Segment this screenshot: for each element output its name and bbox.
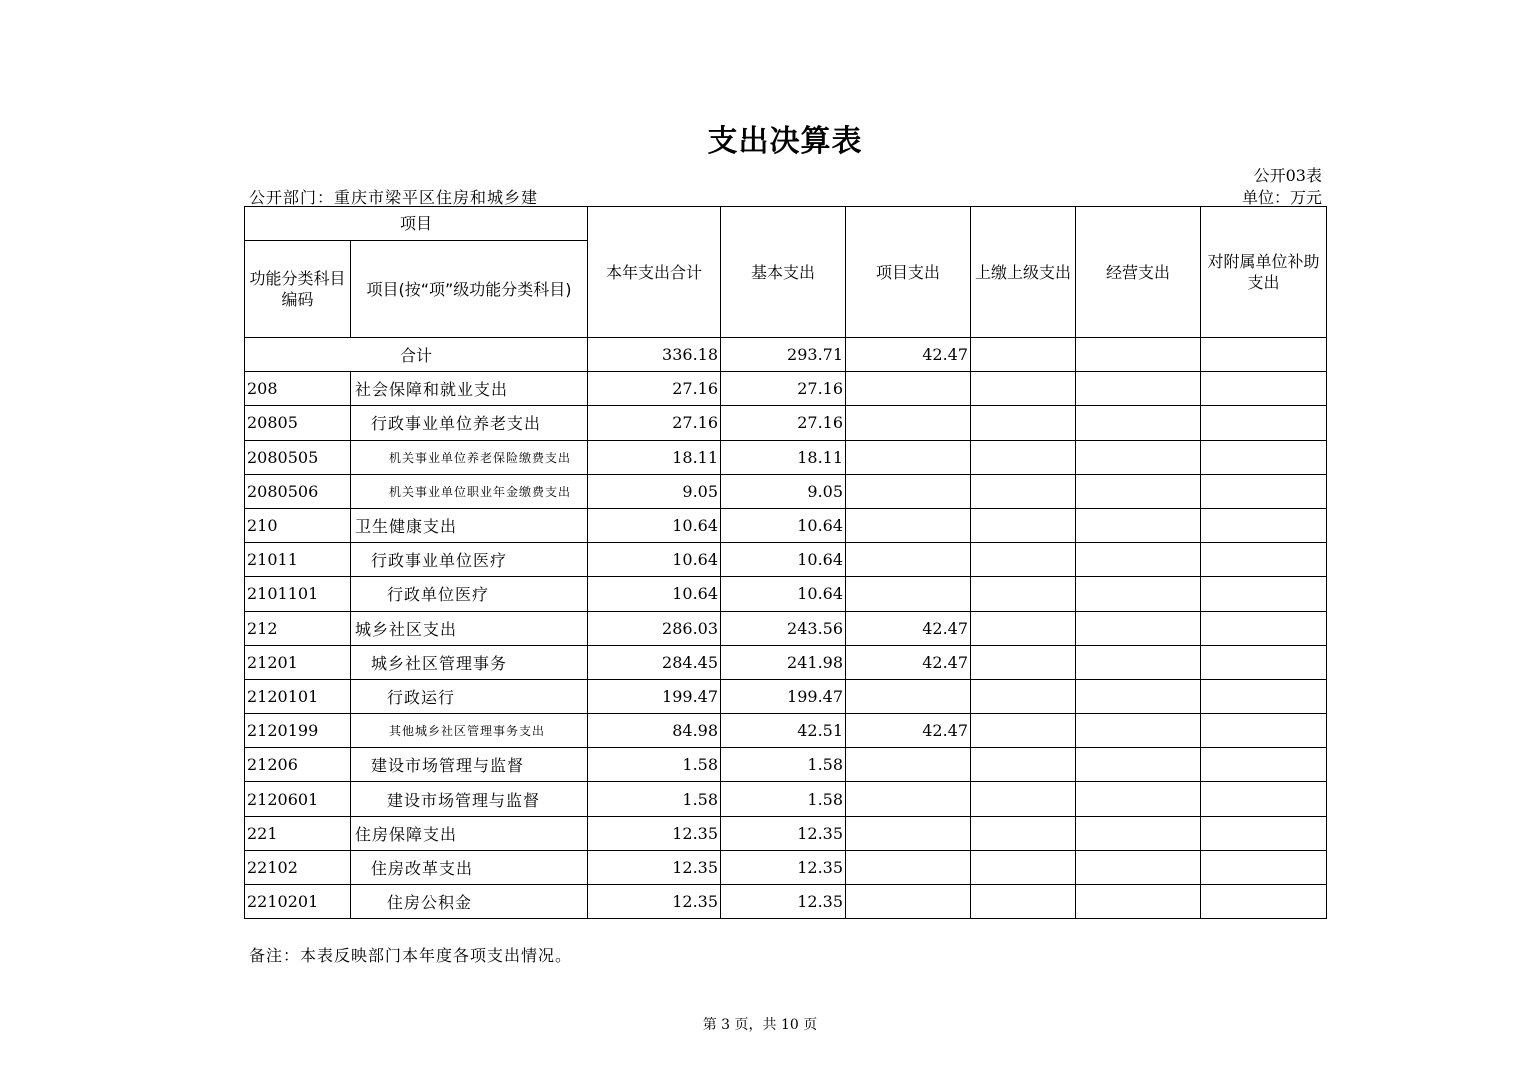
row-upper — [971, 816, 1076, 850]
row-subsidy — [1201, 748, 1327, 782]
row-basic: 241.98 — [721, 645, 846, 679]
row-total: 84.98 — [588, 714, 721, 748]
row-subsidy — [1201, 850, 1327, 884]
expenditure-table — [244, 206, 1327, 919]
row-subsidy — [1201, 406, 1327, 440]
row-upper — [971, 748, 1076, 782]
header-upper: 上缴上级支出 — [971, 207, 1076, 338]
row-basic: 10.64 — [721, 577, 846, 611]
row-business — [1076, 508, 1201, 542]
row-subsidy — [1201, 782, 1327, 816]
row-project — [846, 816, 971, 850]
row-subsidy — [1201, 714, 1327, 748]
row-subsidy — [1201, 645, 1327, 679]
row-subsidy — [1201, 885, 1327, 919]
row-name: 行政事业单位养老支出 — [351, 406, 588, 440]
row-business — [1076, 679, 1201, 713]
row-upper — [971, 474, 1076, 508]
header-subsidy: 对附属单位补助支出 — [1201, 207, 1327, 338]
row-project — [846, 850, 971, 884]
header-basic: 基本支出 — [721, 207, 846, 338]
header-code: 功能分类科目编码 — [245, 241, 351, 338]
row-total: 9.05 — [588, 474, 721, 508]
row-basic: 27.16 — [721, 372, 846, 406]
row-subsidy — [1201, 474, 1327, 508]
row-basic: 9.05 — [721, 474, 846, 508]
row-business — [1076, 406, 1201, 440]
table-row — [245, 679, 1327, 713]
row-business — [1076, 440, 1201, 474]
total-basic: 293.71 — [721, 338, 846, 372]
row-basic: 12.35 — [721, 816, 846, 850]
row-basic: 243.56 — [721, 611, 846, 645]
row-business — [1076, 782, 1201, 816]
row-project — [846, 372, 971, 406]
total-label: 合计 — [245, 338, 588, 372]
table-row — [245, 645, 1327, 679]
row-project — [846, 406, 971, 440]
row-upper — [971, 850, 1076, 884]
row-name: 住房公积金 — [351, 885, 588, 919]
row-project: 42.47 — [846, 714, 971, 748]
row-total: 284.45 — [588, 645, 721, 679]
department-label: 公开部门：重庆市梁平区住房和城乡建 — [249, 188, 539, 207]
total-project: 42.47 — [846, 338, 971, 372]
row-subsidy — [1201, 816, 1327, 850]
total-business — [1076, 338, 1201, 372]
row-code: 22102 — [245, 850, 351, 884]
row-upper — [971, 406, 1076, 440]
header-item: 项目(按“项”级功能分类科目) — [351, 241, 588, 338]
row-project — [846, 508, 971, 542]
header-total: 本年支出合计 — [588, 207, 721, 338]
row-business — [1076, 850, 1201, 884]
row-project: 42.47 — [846, 611, 971, 645]
row-basic: 10.64 — [721, 543, 846, 577]
row-basic: 199.47 — [721, 679, 846, 713]
row-project — [846, 782, 971, 816]
row-subsidy — [1201, 679, 1327, 713]
row-code: 2080506 — [245, 474, 351, 508]
row-subsidy — [1201, 577, 1327, 611]
total-total: 336.18 — [588, 338, 721, 372]
row-code: 21011 — [245, 543, 351, 577]
total-subsidy — [1201, 338, 1327, 372]
row-subsidy — [1201, 543, 1327, 577]
row-project — [846, 885, 971, 919]
row-basic: 12.35 — [721, 850, 846, 884]
row-subsidy — [1201, 508, 1327, 542]
row-code: 212 — [245, 611, 351, 645]
row-business — [1076, 372, 1201, 406]
table-row — [245, 508, 1327, 542]
table-row — [245, 474, 1327, 508]
row-total: 10.64 — [588, 543, 721, 577]
page-number: 第 3 页，共 10 页 — [702, 1017, 818, 1033]
row-code: 208 — [245, 372, 351, 406]
row-subsidy — [1201, 611, 1327, 645]
row-total: 12.35 — [588, 816, 721, 850]
table-row — [245, 748, 1327, 782]
row-business — [1076, 611, 1201, 645]
page-title: 支出决算表 — [707, 124, 863, 159]
table-row — [245, 611, 1327, 645]
row-basic: 18.11 — [721, 440, 846, 474]
row-total: 18.11 — [588, 440, 721, 474]
row-total: 199.47 — [588, 679, 721, 713]
row-business — [1076, 748, 1201, 782]
table-row — [245, 714, 1327, 748]
table-row — [245, 406, 1327, 440]
row-code: 2120199 — [245, 714, 351, 748]
row-total: 27.16 — [588, 406, 721, 440]
row-basic: 1.58 — [721, 782, 846, 816]
table-row — [245, 850, 1327, 884]
row-code: 2210201 — [245, 885, 351, 919]
row-total: 10.64 — [588, 508, 721, 542]
row-upper — [971, 679, 1076, 713]
row-project — [846, 543, 971, 577]
table-row — [245, 372, 1327, 406]
row-code: 21206 — [245, 748, 351, 782]
row-total: 286.03 — [588, 611, 721, 645]
row-project — [846, 474, 971, 508]
row-code: 210 — [245, 508, 351, 542]
row-total: 1.58 — [588, 782, 721, 816]
row-name: 城乡社区管理事务 — [351, 645, 588, 679]
row-name: 建设市场管理与监督 — [351, 748, 588, 782]
row-name: 行政事业单位医疗 — [351, 543, 588, 577]
unit-label: 单位：万元 — [1241, 188, 1322, 207]
row-name: 住房改革支出 — [351, 850, 588, 884]
row-project — [846, 577, 971, 611]
row-business — [1076, 577, 1201, 611]
row-upper — [971, 885, 1076, 919]
row-name: 城乡社区支出 — [351, 611, 588, 645]
row-total: 12.35 — [588, 850, 721, 884]
row-upper — [971, 645, 1076, 679]
row-code: 20805 — [245, 406, 351, 440]
row-basic: 12.35 — [721, 885, 846, 919]
row-upper — [971, 508, 1076, 542]
table-row — [245, 577, 1327, 611]
row-name: 卫生健康支出 — [351, 508, 588, 542]
row-name: 社会保障和就业支出 — [351, 372, 588, 406]
row-project — [846, 679, 971, 713]
table-row — [245, 440, 1327, 474]
row-code: 2120101 — [245, 679, 351, 713]
row-code: 2120601 — [245, 782, 351, 816]
table-row — [245, 782, 1327, 816]
row-name: 住房保障支出 — [351, 816, 588, 850]
row-code: 221 — [245, 816, 351, 850]
row-business — [1076, 474, 1201, 508]
total-row — [245, 338, 1327, 372]
row-total: 27.16 — [588, 372, 721, 406]
row-code: 2080505 — [245, 440, 351, 474]
row-code: 21201 — [245, 645, 351, 679]
row-subsidy — [1201, 372, 1327, 406]
table-row — [245, 543, 1327, 577]
row-upper — [971, 611, 1076, 645]
header-business: 经营支出 — [1076, 207, 1201, 338]
row-business — [1076, 816, 1201, 850]
table-note: 备注：本表反映部门本年度各项支出情况。 — [249, 946, 573, 965]
row-upper — [971, 782, 1076, 816]
row-total: 10.64 — [588, 577, 721, 611]
row-basic: 27.16 — [721, 406, 846, 440]
row-upper — [971, 714, 1076, 748]
row-upper — [971, 577, 1076, 611]
row-upper — [971, 440, 1076, 474]
row-total: 12.35 — [588, 885, 721, 919]
row-business — [1076, 543, 1201, 577]
row-upper — [971, 543, 1076, 577]
row-project: 42.47 — [846, 645, 971, 679]
table-row — [245, 816, 1327, 850]
header-item-group: 项目 — [245, 207, 588, 241]
row-name: 行政运行 — [351, 679, 588, 713]
row-business — [1076, 714, 1201, 748]
row-code: 2101101 — [245, 577, 351, 611]
row-name: 机关事业单位养老保险缴费支出 — [351, 440, 588, 474]
header-project: 项目支出 — [846, 207, 971, 338]
row-name: 建设市场管理与监督 — [351, 782, 588, 816]
row-basic: 1.58 — [721, 748, 846, 782]
row-name: 行政单位医疗 — [351, 577, 588, 611]
row-upper — [971, 372, 1076, 406]
row-business — [1076, 645, 1201, 679]
table-row — [245, 885, 1327, 919]
row-business — [1076, 885, 1201, 919]
total-upper — [971, 338, 1076, 372]
row-basic: 42.51 — [721, 714, 846, 748]
row-project — [846, 440, 971, 474]
row-total: 1.58 — [588, 748, 721, 782]
row-basic: 10.64 — [721, 508, 846, 542]
row-subsidy — [1201, 440, 1327, 474]
row-project — [846, 748, 971, 782]
row-name: 机关事业单位职业年金缴费支出 — [351, 474, 588, 508]
row-name: 其他城乡社区管理事务支出 — [351, 714, 588, 748]
form-number: 公开03表 — [1253, 166, 1322, 185]
